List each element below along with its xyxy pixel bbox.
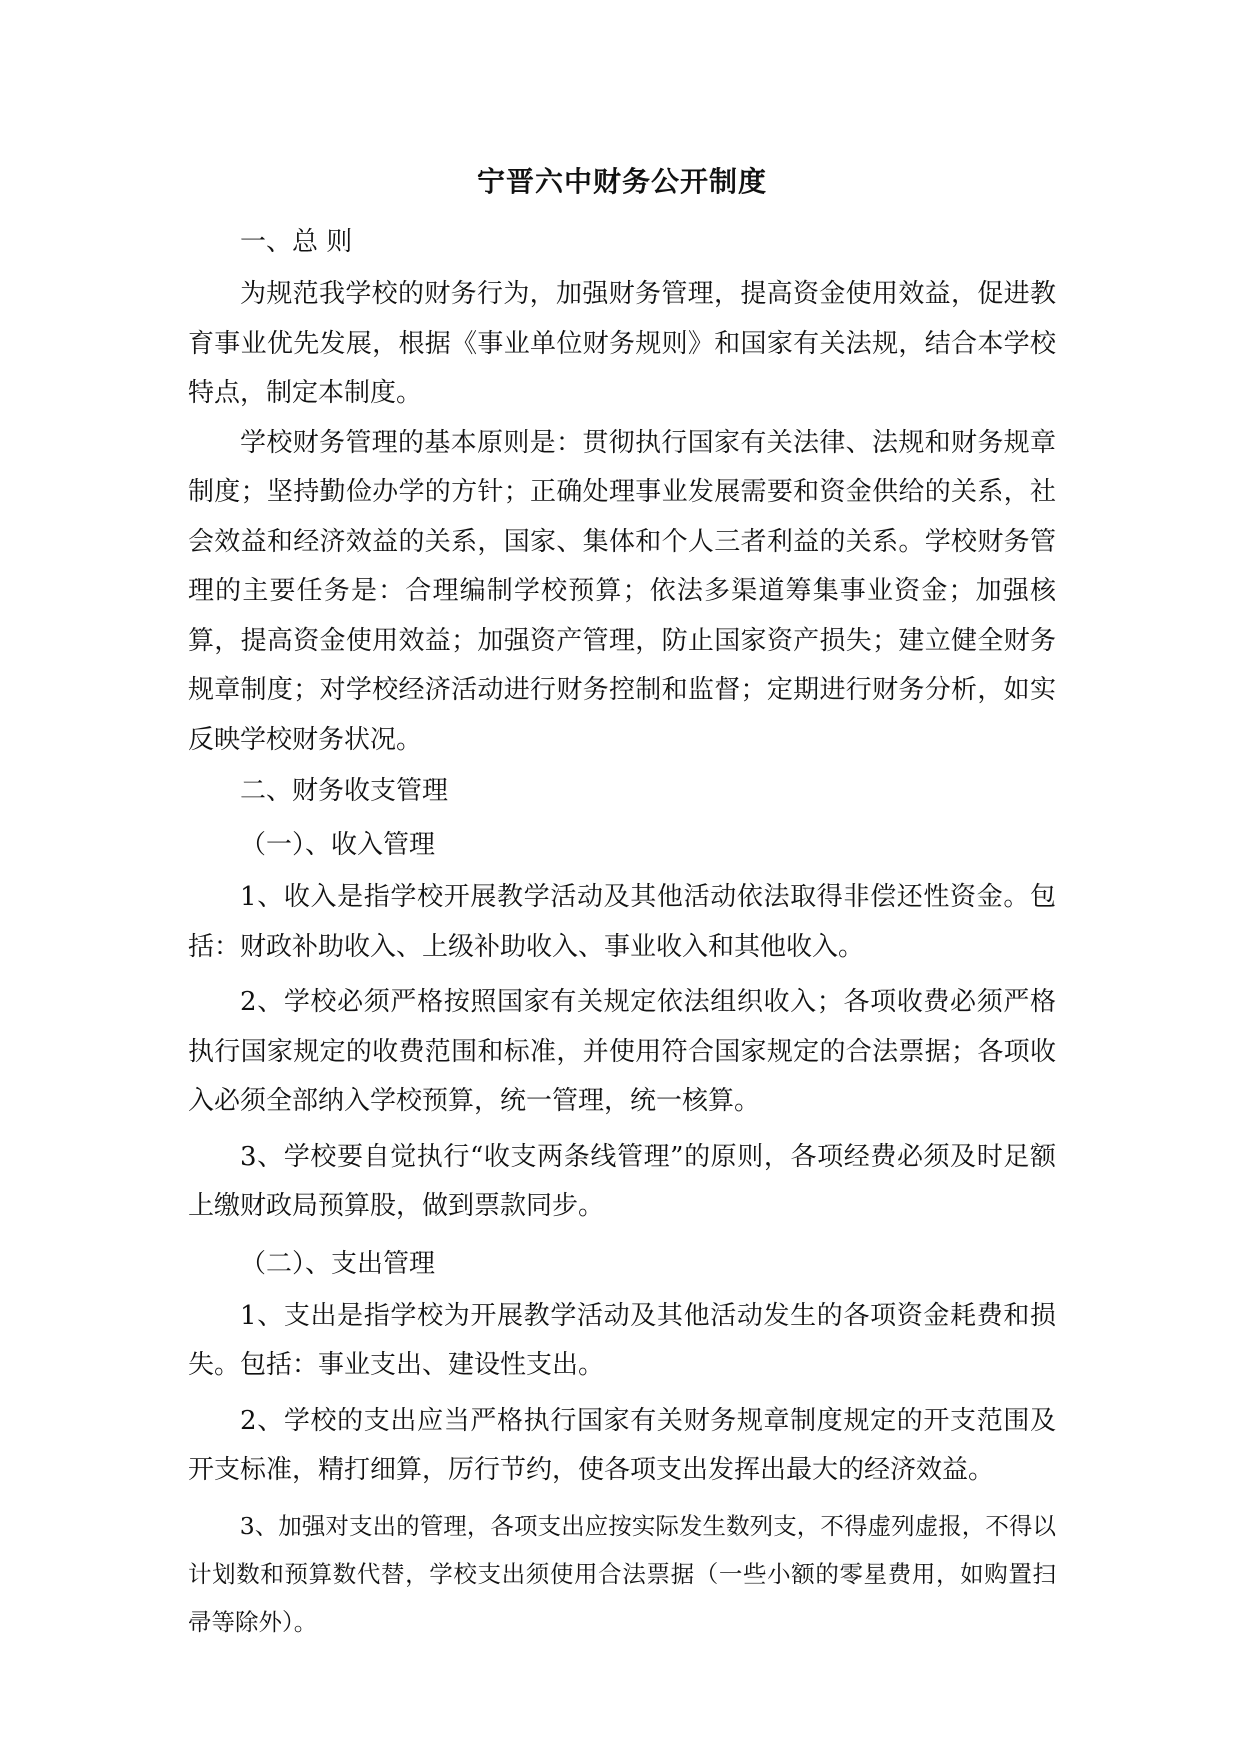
paragraph-expense-3: 3、加强对支出的管理，各项支出应按实际发生数列支，不得虚列虚报，不得以计划数和预算数代替，学校支出须使用合法票据（一些小额的零星费用，如购置扫帚等除外）。 (188, 1511, 1056, 1636)
paragraph-principles: 学校财务管理的基本原则是：贯彻执行国家有关法律、法规和财务规章制度；坚持勤俭办学的方针；正确处理事业发展需要和资金供给的关系，社会效益和经济效益的关系，国家、集体和个人三者利益的关系。学校财务管理的主要任务是：合理编制学校预算；依法多渠道筹集事业资金；加强核算，提高资金使用效益；加强资产管理，防止国家资产损失；建立健全财务规章制度；对学校经济活动进行财务控制和监督；定期进行财务分析，如实反映学校财务状况。 (188, 427, 1056, 755)
section-heading-finance: 二、财务收支管理 (240, 776, 449, 806)
subsection-heading-income: （一）、收入管理 (240, 830, 436, 860)
section-heading-general: 一、总 则 (240, 227, 353, 257)
document-title: 宁晋六中财务公开制度 (476, 165, 767, 198)
paragraph-expense-1: 1、支出是指学校为开展教学活动及其他活动发生的各项资金耗费和损失。包括：事业支出、建设性支出。 (188, 1300, 1056, 1380)
paragraph-income-1: 1、收入是指学校开展教学活动及其他活动依法取得非偿还性资金。包括：财政补助收入、上级补助收入、事业收入和其他收入。 (188, 882, 1056, 962)
paragraph-income-3: 3、学校要自觉执行“收支两条线管理”的原则，各项经费必须及时足额上缴财政局预算股，做到票款同步。 (188, 1141, 1056, 1221)
paragraph-expense-2: 2、学校的支出应当严格执行国家有关财务规章制度规定的开支范围及开支标准，精打细算，厉行节约，使各项支出发挥出最大的经济效益。 (188, 1405, 1056, 1485)
paragraph-purpose: 为规范我学校的财务行为，加强财务管理，提高资金使用效益，促进教育事业优先发展，根据《事业单位财务规则》和国家有关法规，结合本学校特点，制定本制度。 (188, 279, 1056, 408)
paragraph-income-2: 2、学校必须严格按照国家有关规定依法组织收入；各项收费必须严格执行国家规定的收费范围和标准，并使用符合国家规定的合法票据；各项收入必须全部纳入学校预算，统一管理，统一核算。 (188, 987, 1056, 1116)
document-body (188, 158, 1056, 1646)
subsection-heading-expense: （二）、支出管理 (240, 1248, 436, 1279)
